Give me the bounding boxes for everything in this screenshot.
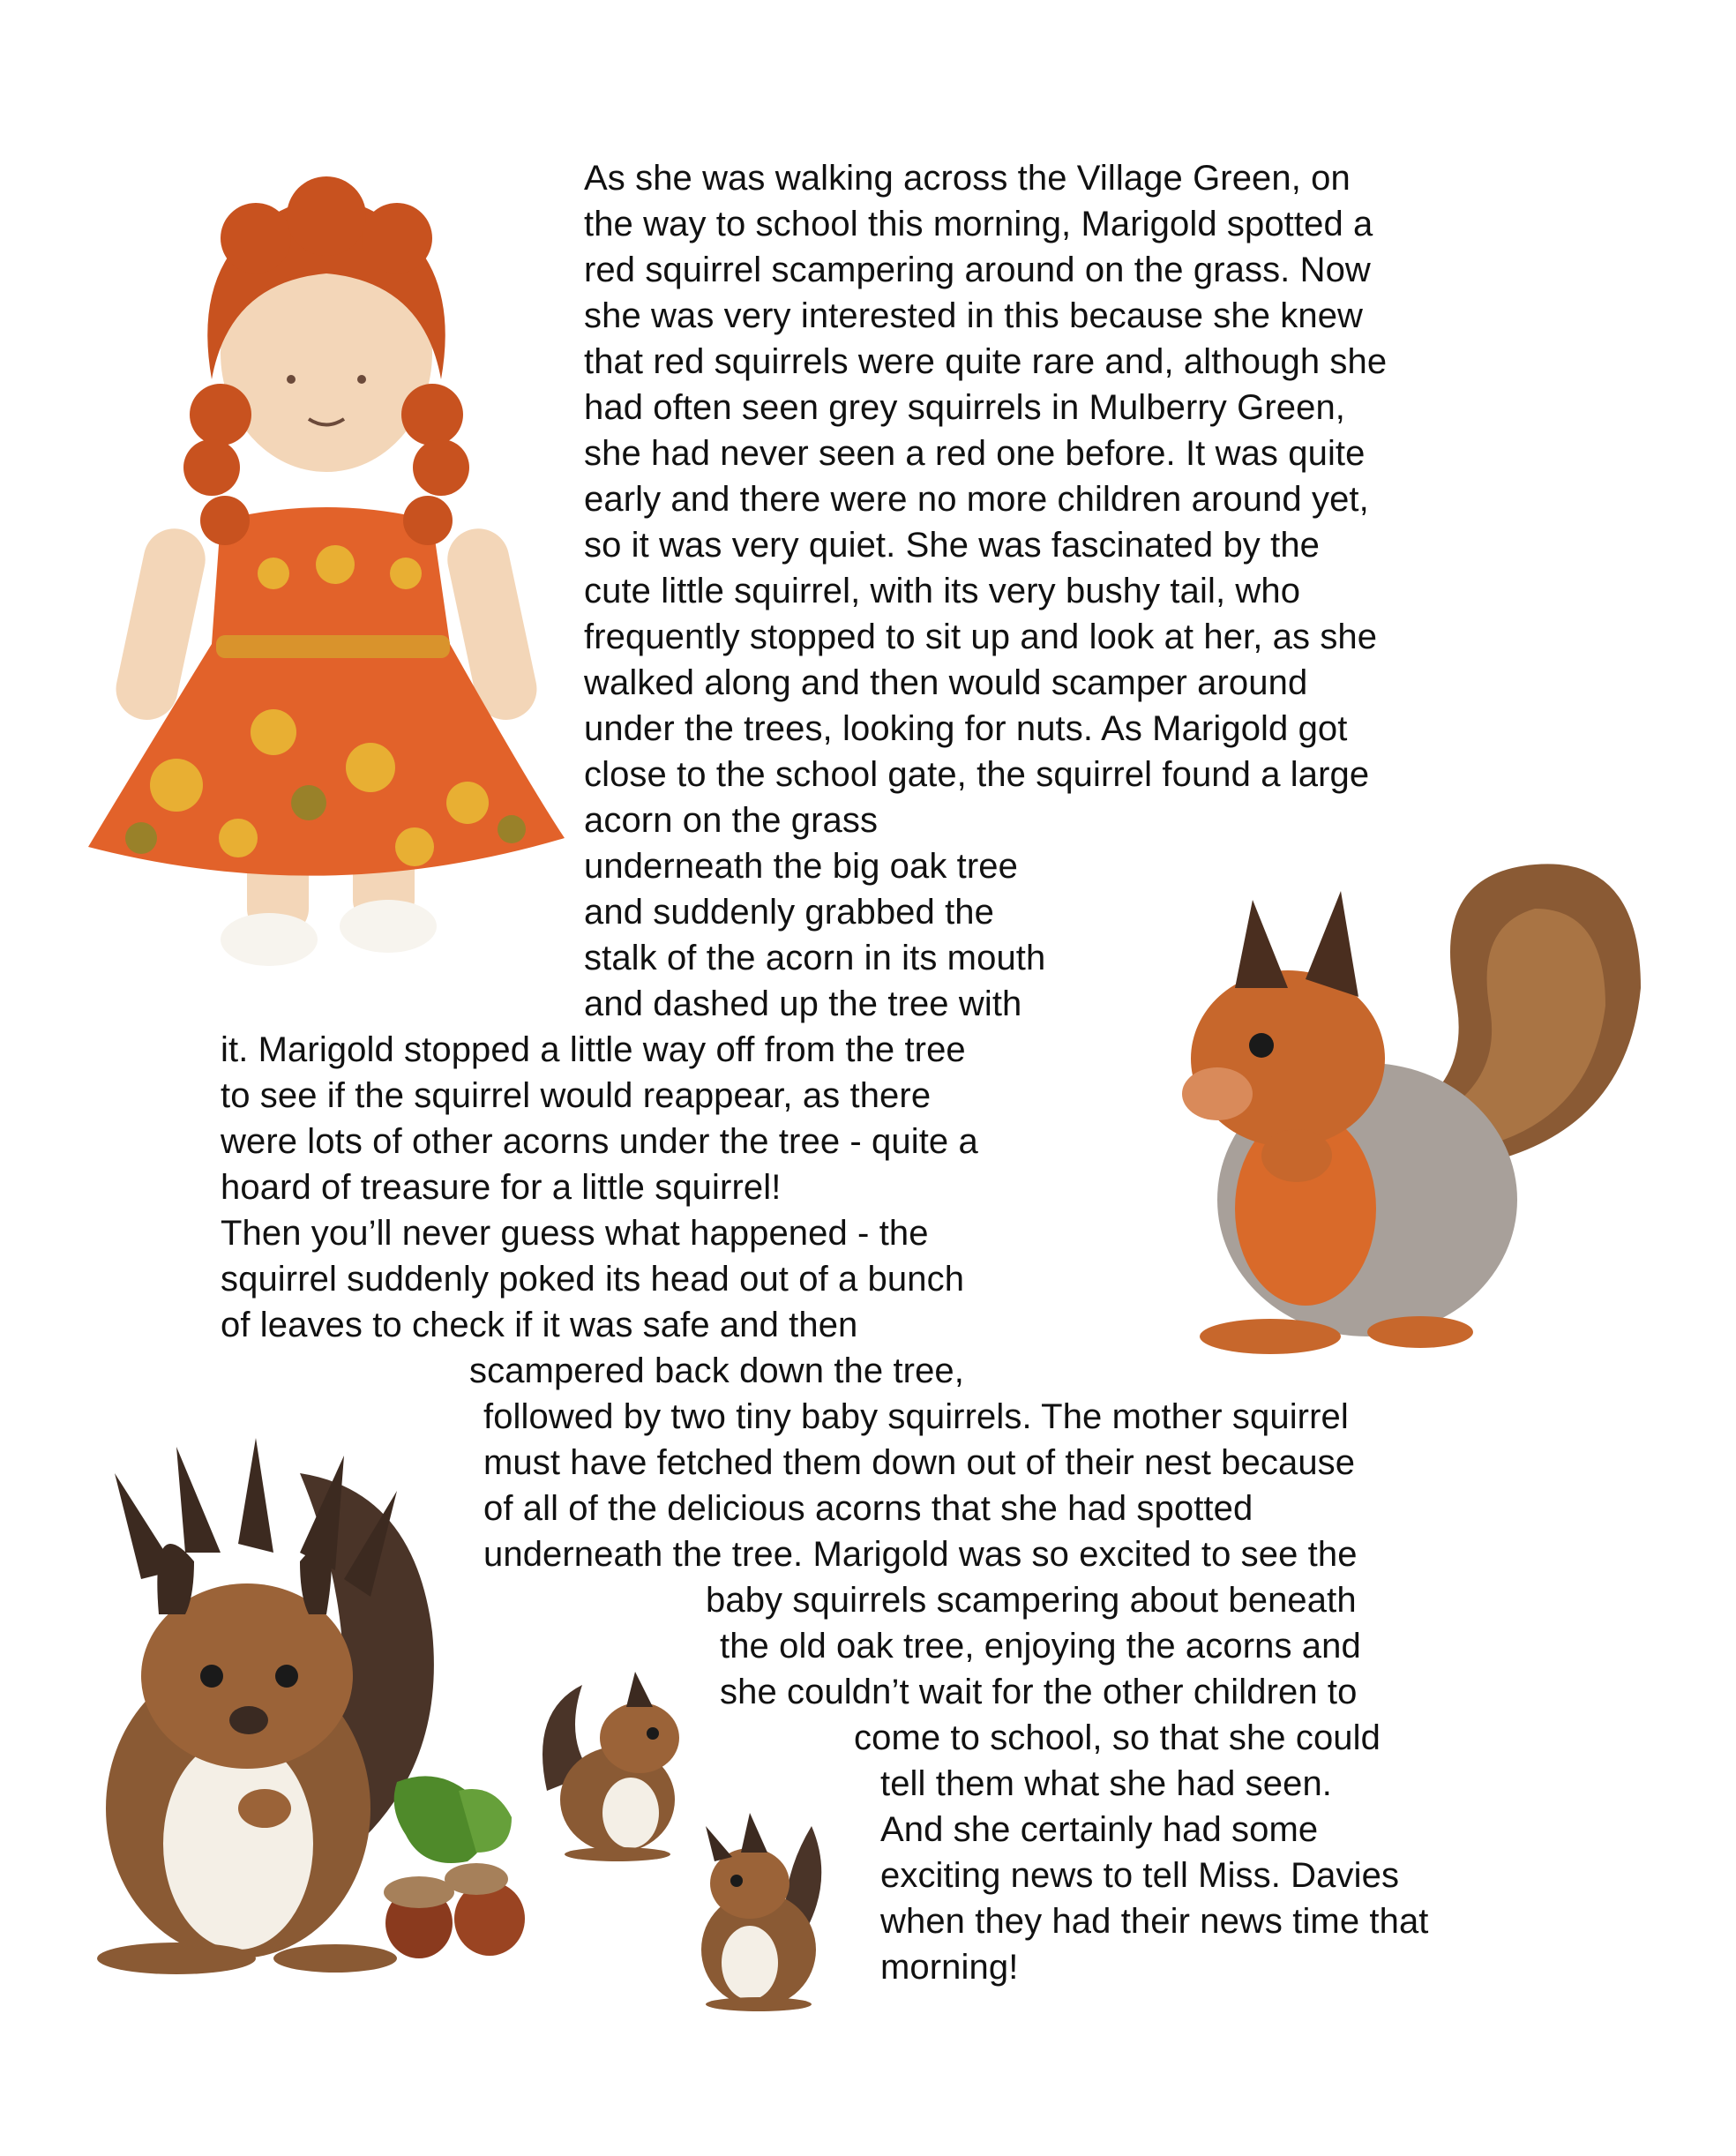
story-line: it. Marigold stopped a little way off from the tree [221, 1030, 966, 1069]
story-line: when they had their news time that [880, 1902, 1429, 1941]
story-line: to see if the squirrel would reappear, as there [221, 1076, 932, 1115]
story-line: walked along and then would scamper around [584, 663, 1308, 702]
story-line: must have fetched them down out of their nest because [483, 1443, 1356, 1482]
story-line: she couldn’t wait for the other children to [720, 1673, 1358, 1711]
story-line: so it was very quiet. She was fascinated by the [584, 526, 1321, 565]
story-line: baby squirrels scampering about beneath [706, 1581, 1357, 1620]
story-line: squirrel suddenly poked its head out of a bunch [221, 1260, 965, 1299]
story-line: she was very interested in this because she knew [584, 296, 1364, 335]
story-line: early and there were no more children around yet, [584, 480, 1369, 519]
story-line: scampered back down the tree, [469, 1351, 964, 1390]
baby-squirrel-image [688, 1800, 838, 2011]
story-line: exciting news to tell Miss. Davies [880, 1856, 1400, 1895]
story-line: tell them what she had seen. [880, 1764, 1332, 1803]
story-line: under the trees, looking for nuts. As Marigold got [584, 709, 1348, 748]
story-line: underneath the tree. Marigold was so excited to see the [483, 1535, 1358, 1574]
story-line: frequently stopped to sit up and look at her, as she [584, 618, 1378, 656]
story-line: and suddenly grabbed the [584, 893, 994, 932]
story-line: red squirrel scampering around on the grass. Now [584, 251, 1371, 289]
story-line: As she was walking across the Village Green, on [584, 159, 1351, 198]
story-line: followed by two tiny baby squirrels. The mother squirrel [483, 1397, 1349, 1436]
story-line: close to the school gate, the squirrel found a large [584, 755, 1370, 794]
red-squirrel-eating-image [1164, 838, 1658, 1367]
story-line: Then you’ll never guess what happened - the [221, 1214, 929, 1253]
story-line: underneath the big oak tree [584, 847, 1018, 886]
story-line: acorn on the grass [584, 801, 879, 840]
story-line: of all of the delicious acorns that she had spotted [483, 1489, 1253, 1528]
story-line: were lots of other acorns under the tree - quite a [221, 1122, 978, 1161]
story-line: come to school, so that she could [854, 1718, 1381, 1757]
doll-image [71, 150, 565, 970]
story-line: had often seen grey squirrels in Mulberry Green, [584, 388, 1346, 427]
story-line: And she certainly had some [880, 1810, 1319, 1849]
story-line: the way to school this morning, Marigold spotted a [584, 205, 1373, 243]
story-line: and dashed up the tree with [584, 984, 1022, 1023]
story-line: she had never seen a red one before. It was quite [584, 434, 1366, 473]
acorn-leaf-image [370, 1764, 547, 1967]
story-line: stalk of the acorn in its mouth [584, 939, 1046, 977]
story-line: morning! [880, 1948, 1019, 1987]
story-line: cute little squirrel, with its very bushy tail, who [584, 572, 1301, 610]
story-line: of leaves to check if it was safe and then [221, 1306, 858, 1344]
baby-squirrel-image [529, 1658, 688, 1861]
story-line: that red squirrels were quite rare and, although she [584, 342, 1388, 381]
story-line: the old oak tree, enjoying the acorns and [720, 1627, 1361, 1666]
story-line: hoard of treasure for a little squirrel! [221, 1168, 782, 1207]
